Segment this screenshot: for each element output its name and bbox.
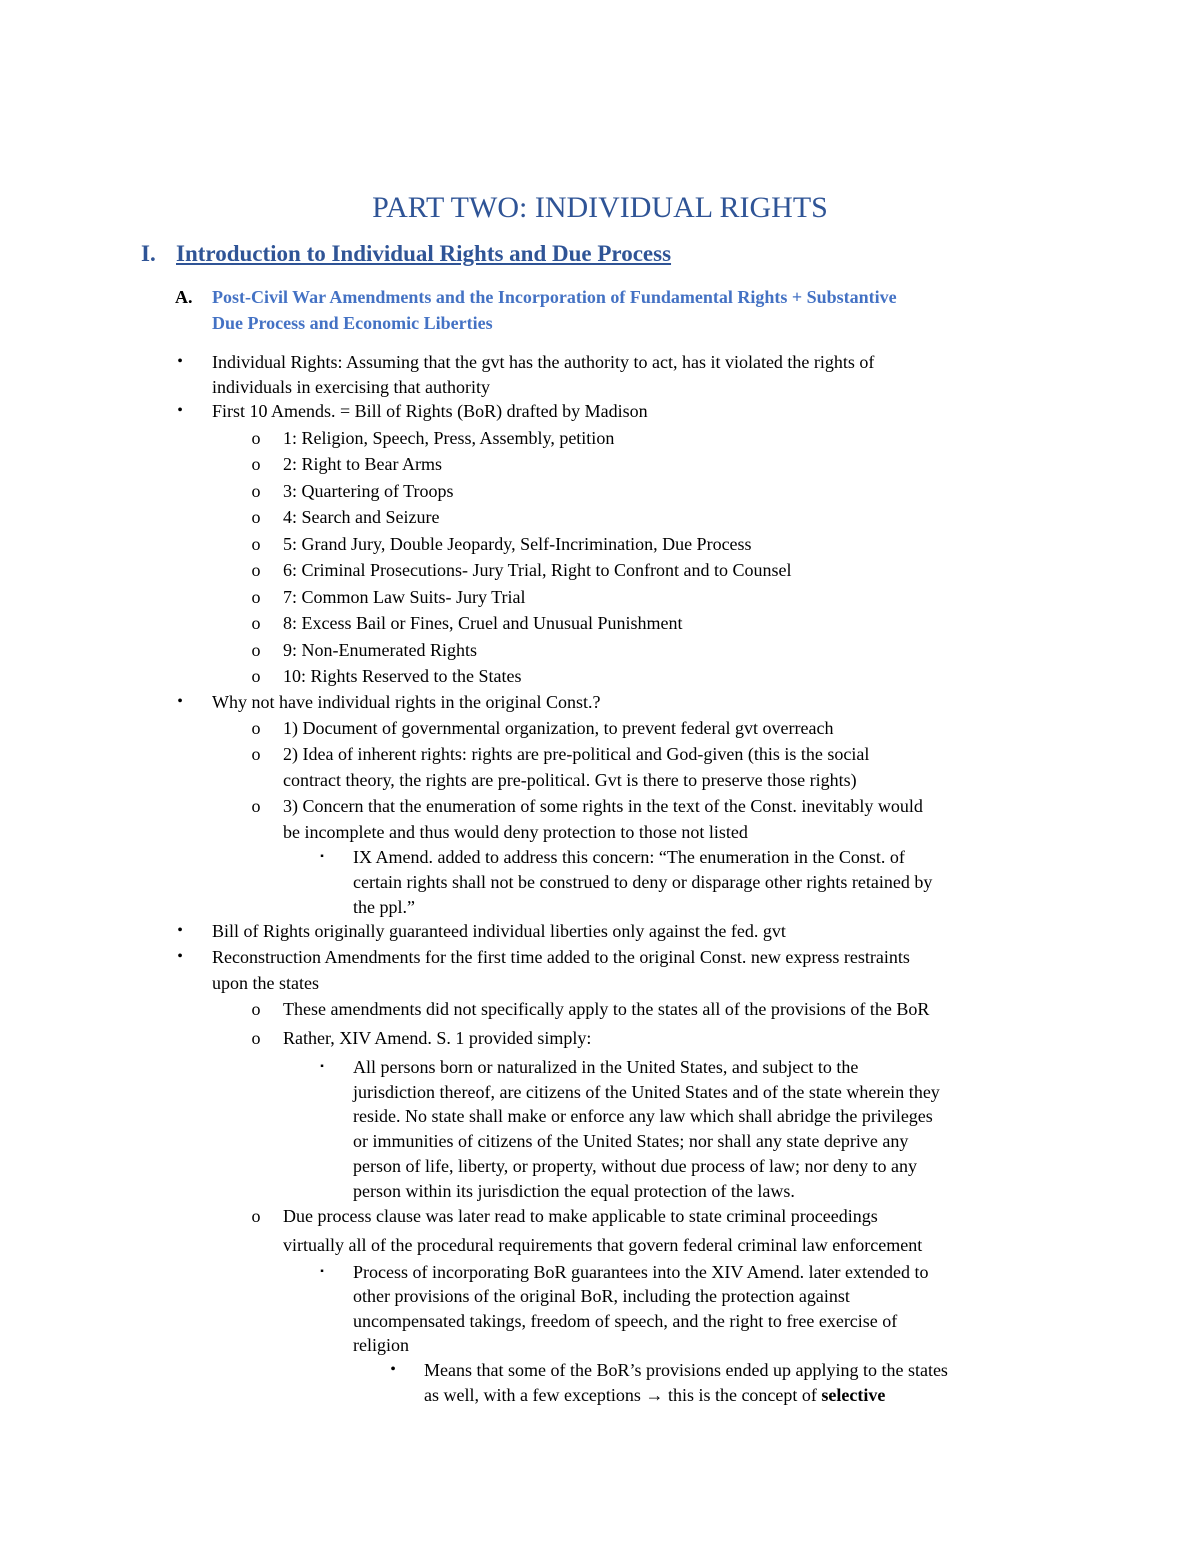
list-item-text: or immunities of citizens of the United States; nor shall any state deprive any (353, 1131, 909, 1151)
list-item-text: upon the states (212, 973, 319, 993)
circle-marker: o (251, 999, 261, 1019)
circle-marker: o (251, 507, 261, 527)
list-item-text: These amendments did not specifically apply to the states all of the provisions of the BoR (283, 999, 930, 1019)
section-heading (141, 238, 671, 270)
list-item-text: 1) Document of governmental organization, to prevent federal gvt overreach (283, 718, 834, 738)
circle-marker: o (251, 613, 261, 633)
subsection-title-line-2: Due Process and Economic Liberties (212, 312, 493, 333)
section-number: I. (141, 241, 156, 266)
list-item-text: Bill of Rights originally guaranteed individual liberties only against the fed. gvt (212, 921, 786, 941)
bullet-marker: • (390, 1361, 396, 1378)
bullet-marker: • (177, 353, 183, 370)
list-item-text (424, 1382, 885, 1408)
list-item-text: certain rights shall not be construed to deny or disparage other rights retained by (353, 872, 933, 892)
right-arrow-icon: → (645, 1385, 664, 1405)
page-title: PART TWO: INDIVIDUAL RIGHTS (372, 191, 828, 224)
bullet-marker: • (177, 948, 183, 965)
list-item-text: Process of incorporating BoR guarantees into the XIV Amend. later extended to (353, 1262, 929, 1282)
bullet-marker: • (177, 693, 183, 710)
list-item-text: uncompensated takings, freedom of speech, and the right to free exercise of (353, 1311, 898, 1331)
list-item-text: 3: Quartering of Troops (283, 481, 454, 501)
circle-marker: o (251, 640, 261, 660)
section-title: Introduction to Individual Rights and Due Process (176, 241, 672, 266)
list-item-text: IX Amend. added to address this concern: “The enumeration in the Const. of (353, 847, 905, 867)
circle-marker: o (251, 1206, 261, 1226)
circle-marker: o (251, 1028, 261, 1048)
list-item-text: 1: Religion, Speech, Press, Assembly, petition (283, 428, 615, 448)
circle-marker: o (251, 718, 261, 738)
emphasized-term: selective (821, 1385, 886, 1405)
circle-marker: o (251, 454, 261, 474)
circle-marker: o (251, 744, 261, 764)
list-item-text-part: as well, with a few exceptions (424, 1385, 641, 1405)
list-item-text: individuals in exercising that authority (212, 377, 490, 397)
list-item-text: 2: Right to Bear Arms (283, 454, 442, 474)
circle-marker: o (251, 534, 261, 554)
list-item-text: jurisdiction thereof, are citizens of the United States and of the state wherein they (353, 1082, 940, 1102)
list-item-text: 4: Search and Seizure (283, 507, 440, 527)
list-item-text: 3) Concern that the enumeration of some rights in the text of the Const. inevitably would (283, 796, 923, 816)
list-item-text: First 10 Amends. = Bill of Rights (BoR) drafted by Madison (212, 401, 648, 421)
list-item-text: All persons born or naturalized in the United States, and subject to the (353, 1057, 859, 1077)
list-item-text: 5: Grand Jury, Double Jeopardy, Self-Incrimination, Due Process (283, 534, 752, 554)
square-marker: ▪ (320, 1061, 324, 1072)
subsection-title-line-1: Post-Civil War Amendments and the Incorporation of Fundamental Rights + Substantive (212, 287, 897, 307)
list-item-text: 6: Criminal Prosecutions- Jury Trial, Right to Confront and to Counsel (283, 560, 792, 580)
list-item-text: reside. No state shall make or enforce any law which shall abridge the privileges (353, 1106, 933, 1126)
list-item-text: other provisions of the original BoR, including the protection against (353, 1286, 850, 1306)
subsection-label: A. (175, 287, 193, 307)
list-item-text: religion (353, 1335, 409, 1355)
list-item-text: Why not have individual rights in the original Const.? (212, 692, 601, 712)
list-item-text: be incomplete and thus would deny protection to those not listed (283, 822, 748, 842)
list-item-text: 9: Non-Enumerated Rights (283, 640, 477, 660)
circle-marker: o (251, 560, 261, 580)
list-item-text: person within its jurisdiction the equal protection of the laws. (353, 1181, 795, 1201)
circle-marker: o (251, 428, 261, 448)
square-marker: ▪ (320, 851, 324, 862)
list-item-text: contract theory, the rights are pre-political. Gvt is there to preserve those rights) (283, 770, 857, 790)
subsection-heading (212, 285, 1072, 336)
list-item-text: Due process clause was later read to make applicable to state criminal proceedings (283, 1206, 878, 1226)
circle-marker: o (251, 796, 261, 816)
list-item-text: person of life, liberty, or property, without due process of law; nor deny to any (353, 1156, 918, 1176)
list-item-text: Means that some of the BoR’s provisions ended up applying to the states (424, 1360, 948, 1380)
list-item-text: virtually all of the procedural requirements that govern federal criminal law enforcement (283, 1235, 923, 1255)
list-item-text: Reconstruction Amendments for the first time added to the original Const. new express restraints (212, 947, 910, 967)
list-item-text-part: this is the concept of (667, 1385, 817, 1405)
circle-marker: o (251, 666, 261, 686)
circle-marker: o (251, 481, 261, 501)
list-item-text: 2) Idea of inherent rights: rights are pre-political and God-given (this is the social (283, 744, 870, 764)
list-item-text: 10: Rights Reserved to the States (283, 666, 522, 686)
list-item-text: 7: Common Law Suits- Jury Trial (283, 587, 526, 607)
list-item-text: 8: Excess Bail or Fines, Cruel and Unusual Punishment (283, 613, 683, 633)
bullet-marker: • (177, 922, 183, 939)
circle-marker: o (251, 587, 261, 607)
list-item-text: Individual Rights: Assuming that the gvt has the authority to act, has it violated the rights of (212, 352, 875, 372)
bullet-marker: • (177, 402, 183, 419)
list-item-text: Rather, XIV Amend. S. 1 provided simply: (283, 1028, 592, 1048)
list-item-text: the ppl.” (353, 897, 415, 917)
square-marker: ▪ (320, 1266, 324, 1277)
